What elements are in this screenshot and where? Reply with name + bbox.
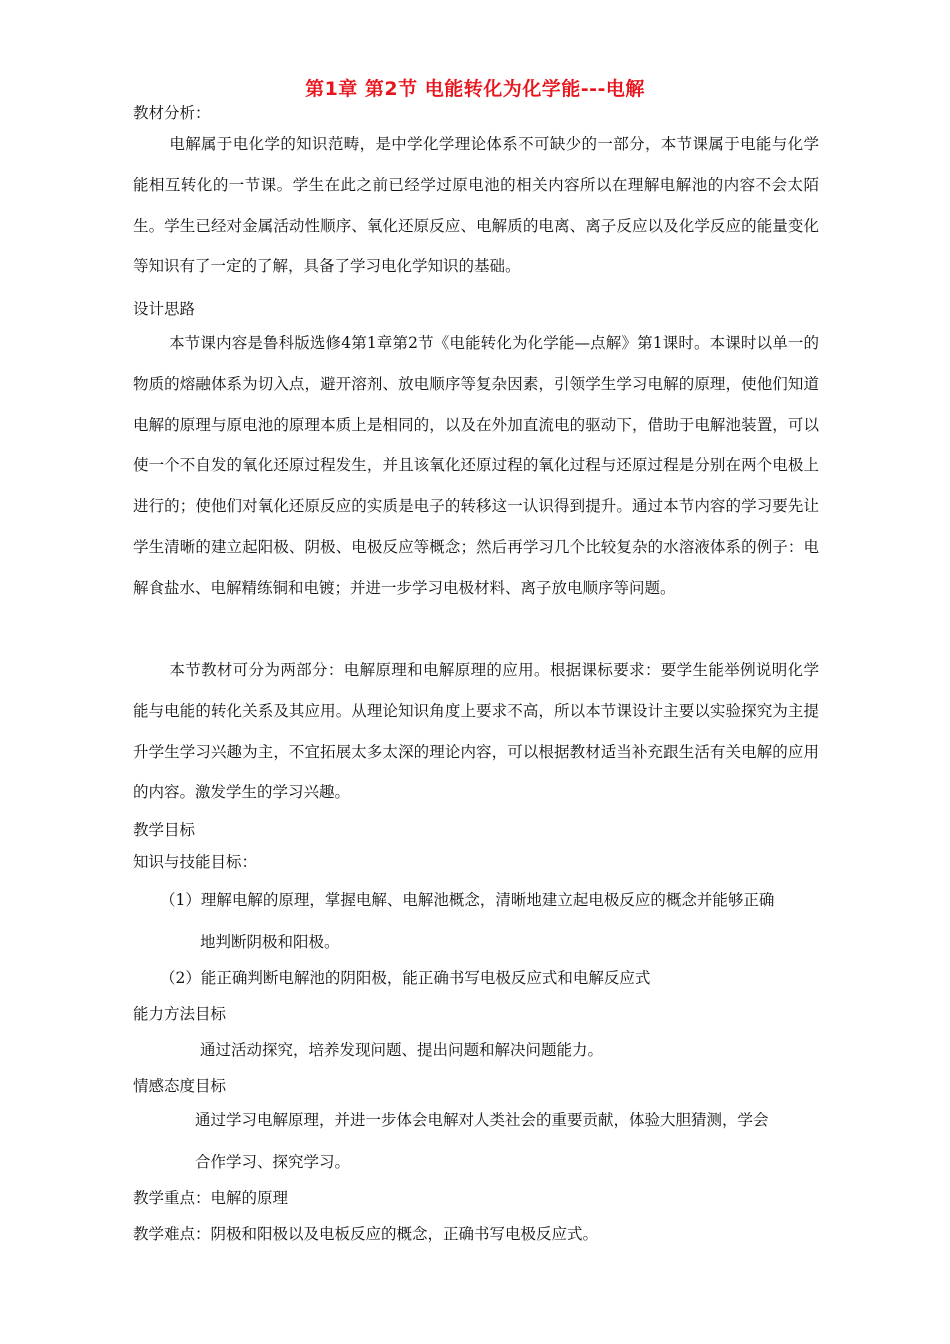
difficulty: 教学难点：阴极和阳极以及电板反应的概念，正确书写电极反应式。: [133, 1225, 599, 1243]
emotion-heading: 情感态度目标: [133, 1077, 227, 1095]
emotion-line-1: 通过学习电解原理，并进一步体会电解对人类社会的重要贡献，体验大胆猜测，学会: [195, 1111, 769, 1129]
goal-2: （2）能正确判断电解池的阴阳极，能正确书写电极反应式和电解反应式: [160, 969, 651, 987]
analysis-heading: 教材分析：: [133, 104, 211, 122]
analysis-paragraph: 电解属于电化学的知识范畴，是中学化学理论体系不可缺少的一部分，本节课属于电能与化学能相互转化的一节课。学生在此之前已经学过原电池的相关内容所以在理解电解池的内容不会太陌生。学生已经对金属活动性顺序、氧化还原反应、电解质的电离、离子反应以及化学反应的能量变化等知识有了一定的了解，具备了学习电化学知识的基础。: [133, 135, 819, 276]
goals-heading: 教学目标: [133, 821, 196, 839]
knowledge-heading: 知识与技能目标：: [133, 853, 258, 871]
goal-1-line-1: （1）理解电解的原理，掌握电解、电解池概念，清晰地建立起电极反应的概念并能够正确: [160, 891, 775, 909]
goal-1-line-2: 地判断阴极和阳极。: [200, 933, 340, 951]
ability-heading: 能力方法目标: [133, 1005, 227, 1023]
key-point: 教学重点：电解的原理: [133, 1189, 289, 1207]
page-title: 第1章 第2节 电能转化为化学能---电解: [305, 78, 645, 100]
ability-text: 通过活动探究，培养发现问题、提出问题和解决问题能力。: [200, 1041, 604, 1059]
design-paragraph-1: 本节课内容是鲁科版选修4第1章第2节《电能转化为化学能—点解》第1课时。本课时以单一的物质的熔融体系为切入点，避开溶剂、放电顺序等复杂因素，引领学生学习电解的原理，使他们知道电解的原理与原电池的原理本质上是相同的，以及在外加直流电的驱动下，借助于电解池装置，可以使一个不自发的氧化还原过程发生，并且该氧化还原过程的氧化过程与还原过程是分别在两个电极上进行的；使他们对氧化还原反应的实质是电子的转移这一认识得到提升。通过本节内容的学习要先让学生清晰的建立起阳极、阴极、电极反应等概念；然后再学习几个比较复杂的水溶液体系的例子：电解食盐水、电解精练铜和电镀；并进一步学习电极材料、离子放电顺序等问题。: [133, 334, 819, 597]
design-paragraph-2: 本节教材可分为两部分：电解原理和电解原理的应用。根据课标要求：要学生能举例说明化学能与电能的转化关系及其应用。从理论知识角度上要求不高，所以本节课设计主要以实验探究为主提升学生学习兴趣为主，不宜拓展太多太深的理论内容，可以根据教材适当补充跟生活有关电解的应用的内容。激发学生的学习兴趣。: [133, 661, 819, 802]
design-heading: 设计思路: [133, 300, 196, 318]
emotion-line-2: 合作学习、探究学习。: [195, 1153, 351, 1171]
